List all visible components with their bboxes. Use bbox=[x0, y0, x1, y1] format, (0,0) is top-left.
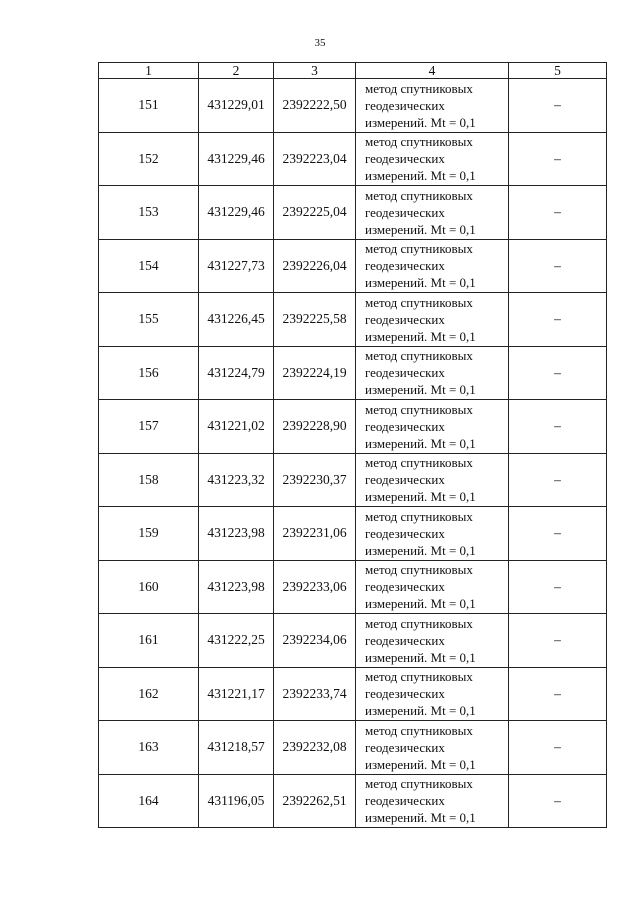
method-line: геодезических bbox=[365, 97, 445, 113]
note-cell: – bbox=[509, 346, 607, 400]
method-line: геодезических bbox=[365, 365, 445, 381]
method-line: метод спутниковых bbox=[365, 187, 473, 203]
method-line: метод спутниковых bbox=[365, 80, 473, 96]
y-coordinate-cell: 2392224,19 bbox=[274, 346, 356, 400]
point-number-cell: 152 bbox=[99, 132, 199, 186]
note-cell: – bbox=[509, 79, 607, 133]
method-cell bbox=[356, 721, 509, 775]
method-line: измерений. Mt = 0,1 bbox=[365, 275, 476, 291]
y-coordinate-cell: 2392228,90 bbox=[274, 400, 356, 454]
method-cell bbox=[356, 774, 509, 828]
method-cell bbox=[356, 293, 509, 347]
y-coordinate-cell: 2392230,37 bbox=[274, 453, 356, 507]
method-line: геодезических bbox=[365, 311, 445, 327]
method-cell bbox=[356, 186, 509, 240]
method-line: измерений. Mt = 0,1 bbox=[365, 382, 476, 398]
method-cell bbox=[356, 346, 509, 400]
method-line: метод спутниковых bbox=[365, 241, 473, 257]
method-line: измерений. Mt = 0,1 bbox=[365, 810, 476, 826]
note-cell: – bbox=[509, 667, 607, 721]
note-cell: – bbox=[509, 614, 607, 668]
y-coordinate-cell: 2392231,06 bbox=[274, 507, 356, 561]
method-line: измерений. Mt = 0,1 bbox=[365, 168, 476, 184]
method-cell bbox=[356, 132, 509, 186]
x-coordinate-cell: 431227,73 bbox=[199, 239, 274, 293]
x-coordinate-cell: 431196,05 bbox=[199, 774, 274, 828]
x-coordinate-cell: 431222,25 bbox=[199, 614, 274, 668]
method-cell bbox=[356, 79, 509, 133]
x-coordinate-cell: 431223,98 bbox=[199, 560, 274, 614]
point-number-cell: 153 bbox=[99, 186, 199, 240]
note-cell: – bbox=[509, 132, 607, 186]
method-line: метод спутниковых bbox=[365, 562, 473, 578]
method-cell bbox=[356, 400, 509, 454]
method-cell bbox=[356, 614, 509, 668]
x-coordinate-cell: 431223,98 bbox=[199, 507, 274, 561]
method-line: геодезических bbox=[365, 151, 445, 167]
point-number-cell: 157 bbox=[99, 400, 199, 454]
table-row bbox=[99, 400, 607, 454]
column-header-1: 1 bbox=[99, 63, 199, 79]
method-cell bbox=[356, 667, 509, 721]
y-coordinate-cell: 2392234,06 bbox=[274, 614, 356, 668]
table-row bbox=[99, 79, 607, 133]
method-line: измерений. Mt = 0,1 bbox=[365, 114, 476, 130]
method-line: измерений. Mt = 0,1 bbox=[365, 328, 476, 344]
note-cell: – bbox=[509, 186, 607, 240]
x-coordinate-cell: 431224,79 bbox=[199, 346, 274, 400]
point-number-cell: 156 bbox=[99, 346, 199, 400]
method-cell bbox=[356, 453, 509, 507]
method-line: метод спутниковых bbox=[365, 401, 473, 417]
point-number-cell: 158 bbox=[99, 453, 199, 507]
point-number-cell: 154 bbox=[99, 239, 199, 293]
table-row bbox=[99, 132, 607, 186]
method-cell bbox=[356, 560, 509, 614]
method-line: метод спутниковых bbox=[365, 508, 473, 524]
note-cell: – bbox=[509, 774, 607, 828]
table-row bbox=[99, 293, 607, 347]
note-cell: – bbox=[509, 400, 607, 454]
method-line: измерений. Mt = 0,1 bbox=[365, 542, 476, 558]
method-line: метод спутниковых bbox=[365, 615, 473, 631]
point-number-cell: 159 bbox=[99, 507, 199, 561]
note-cell: – bbox=[509, 507, 607, 561]
point-number-cell: 161 bbox=[99, 614, 199, 668]
method-line: геодезических bbox=[365, 204, 445, 220]
column-header-5: 5 bbox=[509, 63, 607, 79]
method-line: геодезических bbox=[365, 579, 445, 595]
method-line: геодезических bbox=[365, 739, 445, 755]
point-number-cell: 151 bbox=[99, 79, 199, 133]
method-line: метод спутниковых bbox=[365, 294, 473, 310]
x-coordinate-cell: 431221,17 bbox=[199, 667, 274, 721]
point-number-cell: 162 bbox=[99, 667, 199, 721]
method-line: измерений. Mt = 0,1 bbox=[365, 649, 476, 665]
point-number-cell: 164 bbox=[99, 774, 199, 828]
y-coordinate-cell: 2392223,04 bbox=[274, 132, 356, 186]
note-cell: – bbox=[509, 239, 607, 293]
method-line: геодезических bbox=[365, 686, 445, 702]
method-line: геодезических bbox=[365, 472, 445, 488]
x-coordinate-cell: 431229,46 bbox=[199, 186, 274, 240]
method-line: геодезических bbox=[365, 793, 445, 809]
method-cell bbox=[356, 507, 509, 561]
table-row bbox=[99, 614, 607, 668]
column-header-2: 2 bbox=[199, 63, 274, 79]
point-number-cell: 163 bbox=[99, 721, 199, 775]
method-line: измерений. Mt = 0,1 bbox=[365, 703, 476, 719]
page-number: 35 bbox=[314, 37, 326, 49]
point-number-cell: 160 bbox=[99, 560, 199, 614]
y-coordinate-cell: 2392233,06 bbox=[274, 560, 356, 614]
method-line: геодезических bbox=[365, 525, 445, 541]
method-line: измерений. Mt = 0,1 bbox=[365, 489, 476, 505]
table-row bbox=[99, 774, 607, 828]
column-header-3: 3 bbox=[274, 63, 356, 79]
table-row bbox=[99, 721, 607, 775]
note-cell: – bbox=[509, 560, 607, 614]
table-row bbox=[99, 186, 607, 240]
method-line: метод спутниковых bbox=[365, 134, 473, 150]
method-line: измерений. Mt = 0,1 bbox=[365, 596, 476, 612]
coordinates-table bbox=[98, 62, 607, 828]
table-row bbox=[99, 346, 607, 400]
table-row bbox=[99, 560, 607, 614]
table-row bbox=[99, 453, 607, 507]
y-coordinate-cell: 2392225,04 bbox=[274, 186, 356, 240]
point-number-cell: 155 bbox=[99, 293, 199, 347]
y-coordinate-cell: 2392226,04 bbox=[274, 239, 356, 293]
method-cell bbox=[356, 239, 509, 293]
method-line: геодезических bbox=[365, 632, 445, 648]
method-line: геодезических bbox=[365, 418, 445, 434]
method-line: метод спутниковых bbox=[365, 776, 473, 792]
method-line: измерений. Mt = 0,1 bbox=[365, 756, 476, 772]
x-coordinate-cell: 431218,57 bbox=[199, 721, 274, 775]
method-line: геодезических bbox=[365, 258, 445, 274]
table-row bbox=[99, 239, 607, 293]
y-coordinate-cell: 2392233,74 bbox=[274, 667, 356, 721]
y-coordinate-cell: 2392225,58 bbox=[274, 293, 356, 347]
table-row bbox=[99, 667, 607, 721]
table-body bbox=[99, 79, 607, 828]
table-header-row bbox=[99, 63, 607, 79]
method-line: измерений. Mt = 0,1 bbox=[365, 221, 476, 237]
y-coordinate-cell: 2392232,08 bbox=[274, 721, 356, 775]
x-coordinate-cell: 431229,01 bbox=[199, 79, 274, 133]
y-coordinate-cell: 2392262,51 bbox=[274, 774, 356, 828]
note-cell: – bbox=[509, 453, 607, 507]
method-line: метод спутниковых bbox=[365, 669, 473, 685]
x-coordinate-cell: 431223,32 bbox=[199, 453, 274, 507]
method-line: метод спутниковых bbox=[365, 455, 473, 471]
column-header-4: 4 bbox=[356, 63, 509, 79]
x-coordinate-cell: 431226,45 bbox=[199, 293, 274, 347]
method-line: измерений. Mt = 0,1 bbox=[365, 435, 476, 451]
table-row bbox=[99, 507, 607, 561]
x-coordinate-cell: 431221,02 bbox=[199, 400, 274, 454]
y-coordinate-cell: 2392222,50 bbox=[274, 79, 356, 133]
x-coordinate-cell: 431229,46 bbox=[199, 132, 274, 186]
method-line: метод спутниковых bbox=[365, 722, 473, 738]
note-cell: – bbox=[509, 721, 607, 775]
note-cell: – bbox=[509, 293, 607, 347]
method-line: метод спутниковых bbox=[365, 348, 473, 364]
